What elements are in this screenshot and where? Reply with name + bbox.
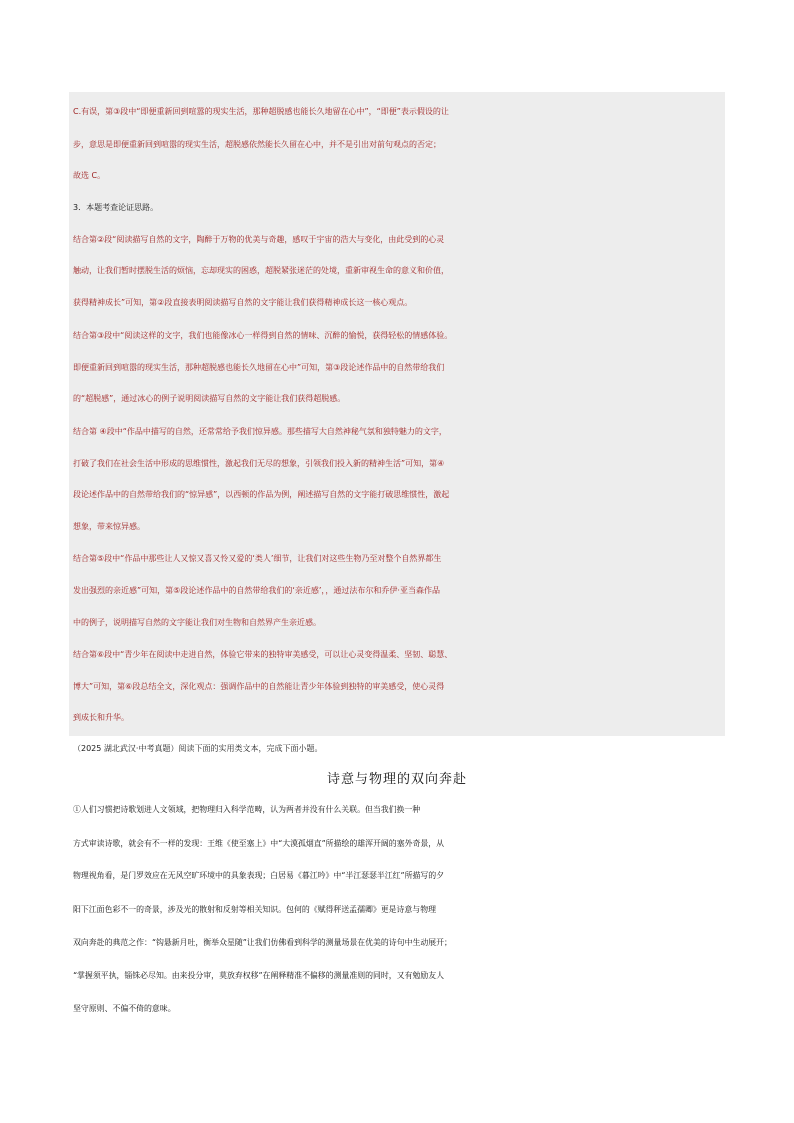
answer-line: 想象，带来惊异感。: [73, 522, 145, 531]
answer-line: 触动，让我们暂时摆脱生活的烦恼，忘却现实的困惑，超脱紧张迷茫的处境，重新审视生命的意义和价值，: [73, 266, 449, 275]
article-line: 物理视角看，是门罗效应在无风空旷环境中的具象表现；白居易《暮江吟》中“半江瑟瑟半江红”所描写的夕: [73, 871, 445, 880]
answer-line: 结合第③段中“阅读这样的文字，我们也能像冰心一样得到自然的情味、沉醉的愉悦，获得轻松的情感体验。: [73, 331, 453, 340]
answer-line: 故选 C。: [73, 171, 106, 180]
article-line: 阳下江面色彩不一的奇景，涉及光的散射和反射等相关知识。包何的《赋得秤送孟孺卿》更是诗意与物理: [73, 905, 436, 914]
answer-line: 博大”可知，第⑥段总结全文，深化观点：强调作品中的自然能让青少年体验到独特的审美感受，使心灵得: [73, 682, 445, 691]
answer-heading: 3．本题考查论证思路。: [73, 203, 159, 212]
answer-line: 步，意思是即便重新回到喧嚣的现实生活，超脱感依然能长久留在心中，并不是引出对前句观点的否定；: [73, 140, 441, 149]
source-line: （2025 湖北武汉·中考真题）阅读下面的实用类文本，完成下面小题。: [73, 744, 323, 753]
article-line: 坚守原则、不偏不倚的意味。: [73, 1004, 176, 1013]
article-line: 双向奔赴的典范之作：“钩悬新月吐，衡举众星随”让我们仿佛看到科学的测量场景在优美的诗句中生动展开；: [73, 938, 452, 947]
answer-line: 的“超脱感”，通过冰心的例子说明阅读描写自然的文字能让我们获得超脱感。: [73, 394, 346, 403]
answer-line: 获得精神成长”可知，第②段直接表明阅读描写自然的文字能让我们获得精神成长这一核心观点。: [73, 298, 413, 307]
answer-line: 结合第⑥段中“青少年在阅读中走进自然，体验它带来的独特审美感受，可以让心灵变得温柔、坚韧、聪慧、: [73, 650, 453, 659]
answer-highlight-block: [69, 92, 725, 736]
answer-line: C.有误，第③段中“即便重新回到喧嚣的现实生活，那种超脱感也能长久地留在心中”，“即便”表示假设的让: [73, 107, 449, 116]
article-title: 诗意与物理的双向奔赴: [326, 772, 467, 787]
answer-line: 即便重新回到喧嚣的现实生活，那种超脱感也能长久地留在心中”可知，第③段论述作品中的自然带给我们: [73, 363, 445, 372]
answer-line: 结合第 ④段中“作品中描写的自然，还常常给予我们惊异感。那些描写大自然神秘气氛和独特魅力的文字，: [73, 427, 447, 436]
answer-line: 中的例子，说明描写自然的文字能让我们对生物和自然界产生亲近感。: [73, 618, 321, 627]
answer-line: 到成长和升华。: [73, 713, 129, 722]
answer-line: 段论述作品中的自然带给我们的“惊异感”，以西顿的作品为例，阐述描写自然的文字能打破思维惯性，激起: [73, 490, 450, 499]
answer-line: 结合第②段“阅读描写自然的文字，陶醉于万物的优美与奇趣，感叹于宇宙的浩大与变化，由此受到的心灵: [73, 235, 445, 244]
article-line: ①人们习惯把诗歌划进人文领域，把物理归入科学范畴，认为两者并没有什么关联。但当我们换一种: [73, 805, 421, 814]
article-line: “掌握须平执，锱铢必尽知。由来投分审，莫放弃权移”在阐释精准不偏移的测量准则的同时，又有勉励友人: [73, 971, 445, 980]
article-line: 方式审读诗歌，就会有不一样的发现：王维《使至塞上》中“大漠孤烟直”所描绘的雄浑开阔的塞外奇景，从: [73, 839, 445, 848]
answer-line: 结合第⑤段中“作品中那些让人又惊又喜又怜又爱的‘类人’细节，让我们对这些生物乃至对整个自然界都生: [73, 554, 442, 563]
answer-line: 发出强烈的亲近感”可知，第⑤段论述作品中的自然带给我们的‘亲近感’，，通过法布尔和乔伊·亚当森作品: [73, 586, 440, 595]
answer-line: 打破了我们在社会生活中形成的思维惯性，激起我们无尽的想象，引领我们投入新的精神生活”可知，第④: [73, 459, 445, 468]
